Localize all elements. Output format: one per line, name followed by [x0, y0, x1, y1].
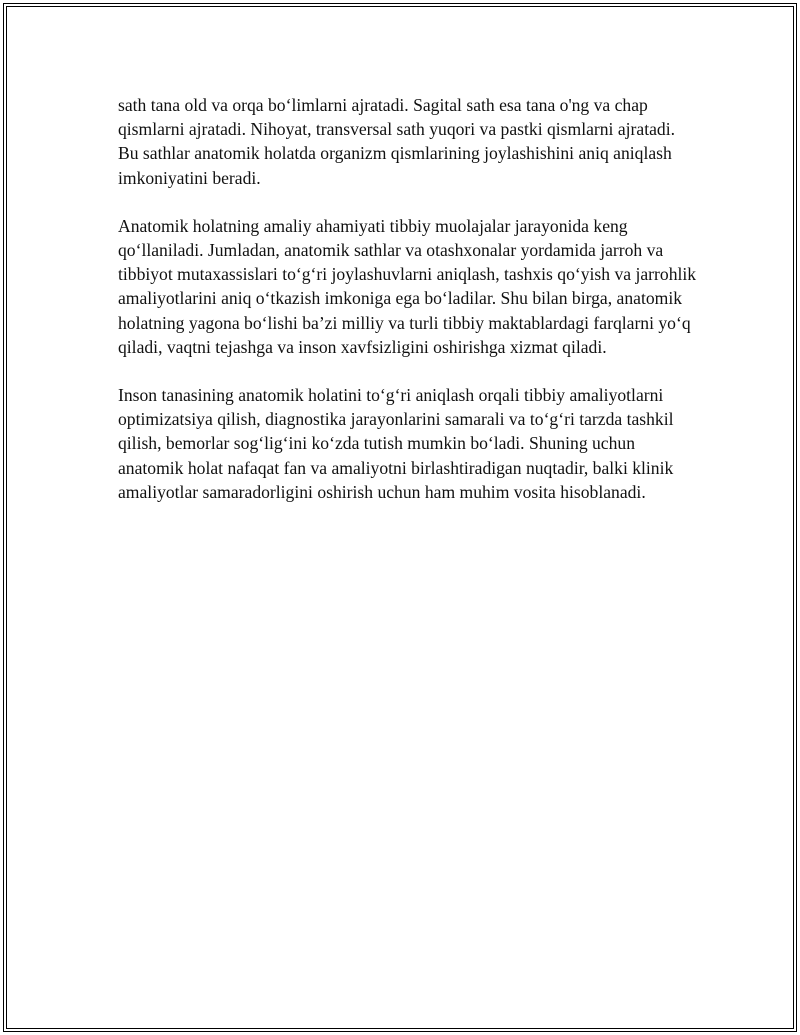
- paragraph-2: Anatomik holatning amaliy ahamiyati tibbiy muolajalar jarayonida keng qo‘llaniladi. Jumladan, anatomik sathlar va otashxonalar yordamida jarroh va tibbiyot mutaxassislari to‘g‘ri joylashuvlarni aniqlash, tashxis qo‘yish va jarrohlik amaliyotlarini aniq o‘tkazish imkoniga ega bo‘ladilar. Shu bilan birga, anatomik holatning yagona bo‘lishi ba’zi milliy va turli tibbiy maktablardagi farqlarni yo‘q qiladi, vaqtni tejashga va inson xavfsizligini oshirishga xizmat qiladi.: [118, 215, 697, 357]
- paragraph-3: Inson tanasining anatomik holatini to‘g‘ri aniqlash orqali tibbiy amaliyotlarni optimizatsiya qilish, diagnostika jarayonlarini samarali va to‘g‘ri tarzda tashkil qilish, bemorlar sog‘lig‘ini ko‘zda tutish mumkin bo‘ladi. Shuning uchun anatomik holat nafaqat fan va amaliyotni birlashtiradigan nuqtadir, balki klinik amaliyotlar samaradorligini oshirish uchun ham muhim vosita hisoblanadi.: [118, 385, 674, 502]
- document-body: [118, 93, 698, 528]
- paragraph-1: sath tana old va orqa bo‘limlarni ajratadi. Sagital sath esa tana o'ng va chap qismlarni ajratadi. Nihoyat, transversal sath yuqori va pastki qismlarni ajratadi. Bu sathlar anatomik holatda organizm qismlarining joylashishini aniq aniqlash imkoniyatini beradi.: [118, 95, 675, 188]
